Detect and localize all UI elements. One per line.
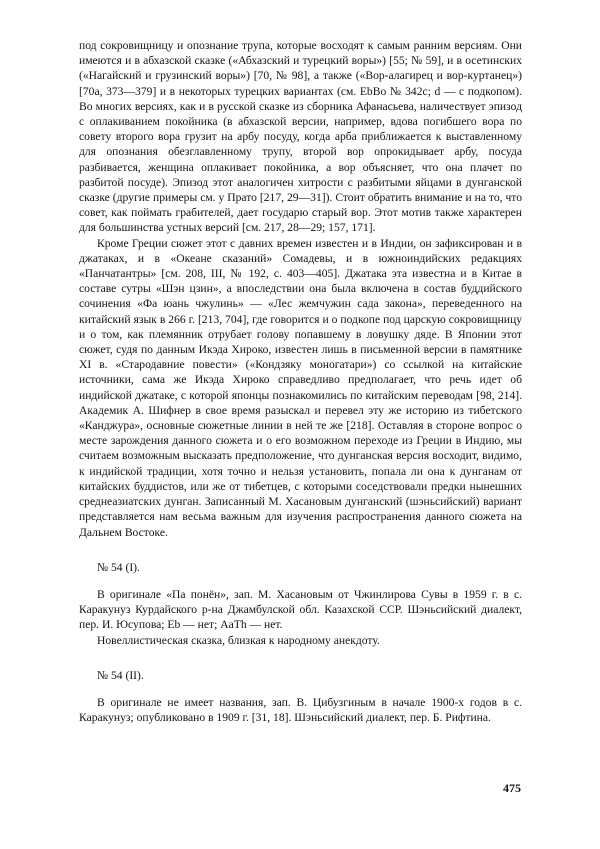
heading-no-54-i: № 54 (I). [97,560,140,574]
heading-no-54-ii: № 54 (II). [97,668,144,682]
paragraph-original-54-ii: В оригинале не имеет названия, зап. В. Цибузгиным в начале 1900-х годов в с. Каракунуз; опубликовано в 1909 г. [31, 18]. Шэньсийский диалект, пер. Б. Рифтина. [79,695,522,725]
page-number: 475 [503,781,521,795]
paragraph-original-54-i: В оригинале «Па понён», зап. М. Хасановым от Чжинлирова Сувы в 1959 г. в с. Каракунуз Курдайского р-на Джамбулской обл. Казахской ССР. Шэньсийский диалект, пер. И. Юсупова; Eb — нет; AaTh — нет. [79,587,522,632]
paragraph-novella-note: Новеллистическая сказка, близкая к народному анекдоту. [97,633,380,647]
paragraph-versions: под сокровищницу и опознание трупа, которые восходят к самым ранним версиям. Они имеются и в абхазской сказке («Абхазский и турецкий воры») [55; № 59], и в осетинских («Нагайский и грузинский воры») [70, № 98], а также («Вор-алагирец и вор-куртанец») [70а, 373—379] и в некоторых турецких вариантах (см. EbBo № 342с; d — с подкопом). Во многих версиях, как и в русской сказке из сборника Афанасьева, наличествует эпизод с оплакиванием покойника (в абхазской версии, например, вдова погибшего вора по совету второго вора грузит на арбу посуду, когда арба приближается к выставленному для опознания обезглавленному трупу, второй вор опрокидывает арбу, посуда разбивается, женщина оплакивает покойника, а вор объясняет, что она плачет по разбитой посуде). Эпизод этот аналогичен хитрости с разбитыми яйцами в дунганской сказке (другие примеры см. у Прато [217, 29—31]). Стоит обратить внимание и на то, что совет, как поймать грабителей, дает государю старый вор. Этот мотив также характерен для большинства устных версий [см. 217, 28—29; 157, 171]. [79,39,522,235]
commentary-text [79,38,522,725]
paragraph-india-china: Кроме Греции сюжет этот с давних времен известен и в Индии, он зафиксирован и в джатаках, и в «Океане сказаний» Сомадевы, и в южноиндийских редакциях «Панчатантры» [см. 208, III, № 192, с. 403—405]. Джатака эта известна и в Китае в составе сутры «Шэн цзин», а впоследствии она была включена в состав буддийского сочинения «Фа юань чжулинь» — «Лес жемчужин сада закона», переведенного на китайский язык в 266 г. [213, 704], где говорится и о подкопе под царскую сокровищницу и о том, как племянник отрубает голову попавшему в ловушку дяде. В Японии этот сюжет, судя по данным Икэда Хироко, известен лишь в письменной версии в памятнике XI в. «Стародавние повести» («Кондзяку моногатари») со ссылкой на китайские источники, сама же Икэда Хироко справедливо предполагает, что речь идет об индийской джатаке, с которой японцы познакомились по китайским переводам [98, 214]. Академик А. Шифнер в свое время разыскал и перевел эту же историю из тибетского «Канджура», основные сюжетные линии в ней те же [218]. Оставляя в стороне вопрос о месте зарождения данного сюжета и о его возможном переходе из Греции в Индию, мы считаем возможным высказать предположение, что дунганская версия восходит, видимо, к индийской традиции, хотя точно и нельзя установить, попала ли она к дунганам от китайских буддистов, или же от тибетцев, с которыми соседствовали предки нынешних среднеазиатских дунган. Записанный М. Хасановым дунганский (шэньсийский) вариант представляется нам весьма важным для изучения распространения данного сюжета на Дальнем Востоке. [79,236,522,539]
